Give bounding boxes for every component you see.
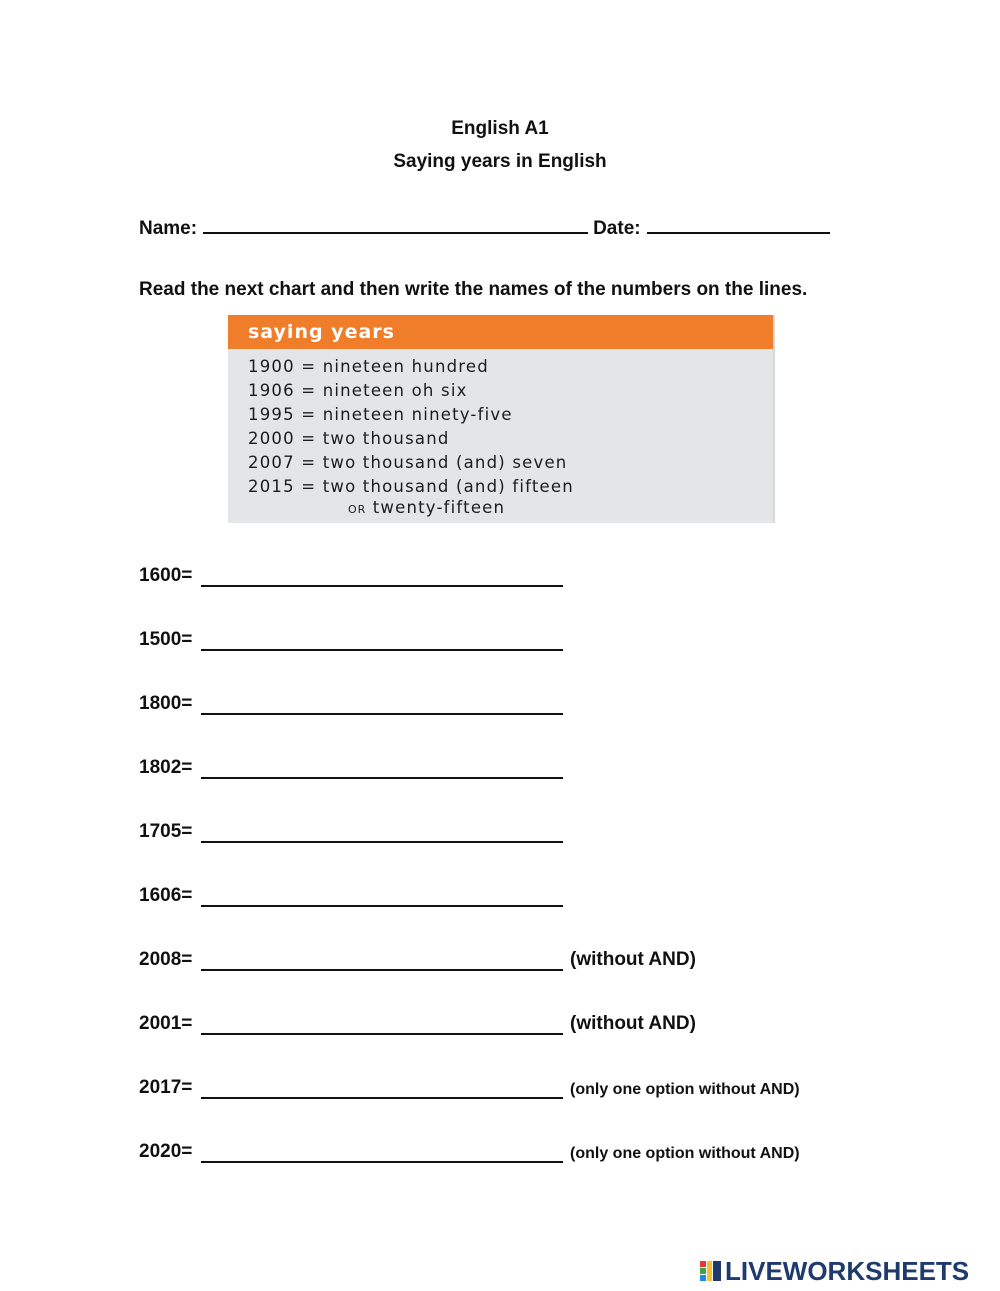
answer-line[interactable] [201,1143,563,1163]
exercise-row [139,1011,696,1035]
exercise-row [139,819,570,843]
chart-item: 2015 = two thousand (and) fifteen [248,477,574,496]
exercise-year: 1800= [139,693,193,714]
name-input-line[interactable] [203,214,588,234]
page-title: English A1 [451,118,549,139]
exercise-year: 2001= [139,1013,193,1034]
exercise-year: 1600= [139,565,193,586]
chart-title: saying years [228,315,773,349]
answer-line[interactable] [201,567,563,587]
exercise-year: 1500= [139,629,193,650]
exercise-row [139,627,570,651]
exercise-note: (without AND) [570,1013,696,1034]
chart-item: 2000 = two thousand [248,429,450,448]
exercise-year: 2020= [139,1141,193,1162]
exercise-year: 2008= [139,949,193,970]
date-input-line[interactable] [647,214,830,234]
exercise-row [139,883,570,907]
chart-item: 1906 = nineteen oh six [248,381,468,400]
logo-text: LIVEWORKSHEETS [725,1255,970,1286]
exercise-row [139,1139,800,1163]
exercise-row [139,691,570,715]
exercise-note: (without AND) [570,949,696,970]
page-subtitle: Saying years in English [393,151,607,172]
answer-line[interactable] [201,951,563,971]
name-label: Name: [139,218,198,239]
chart-or-line [248,499,574,519]
answer-line[interactable] [201,1015,563,1035]
chart-or-word: OR [348,503,367,516]
name-date-row [139,214,830,240]
exercise-note: (only one option without AND) [570,1081,800,1098]
exercise-note: (only one option without AND) [570,1145,800,1162]
answer-line[interactable] [201,695,563,715]
chart-list [248,355,574,519]
chart-or-text: twenty-fifteen [372,498,506,517]
exercise-year: 1802= [139,757,193,778]
exercise-year: 1606= [139,885,193,906]
instruction-text: Read the next chart and then write the names of the numbers on the lines. [139,279,808,300]
liveworksheets-logo [699,1255,970,1286]
liveworksheets-logo-icon [699,1259,723,1283]
answer-line[interactable] [201,631,563,651]
date-label: Date: [593,218,641,239]
answer-line[interactable] [201,1079,563,1099]
exercise-row [139,755,570,779]
chart-item: 2007 = two thousand (and) seven [248,453,568,472]
saying-years-chart [228,315,775,523]
exercise-year: 2017= [139,1077,193,1098]
answer-line[interactable] [201,759,563,779]
answer-line[interactable] [201,823,563,843]
chart-item: 1900 = nineteen hundred [248,357,489,376]
answer-line[interactable] [201,887,563,907]
exercise-row [139,563,570,587]
exercise-row [139,1075,800,1099]
exercise-year: 1705= [139,821,193,842]
exercise-row [139,947,696,971]
chart-item: 1995 = nineteen ninety-five [248,405,513,424]
